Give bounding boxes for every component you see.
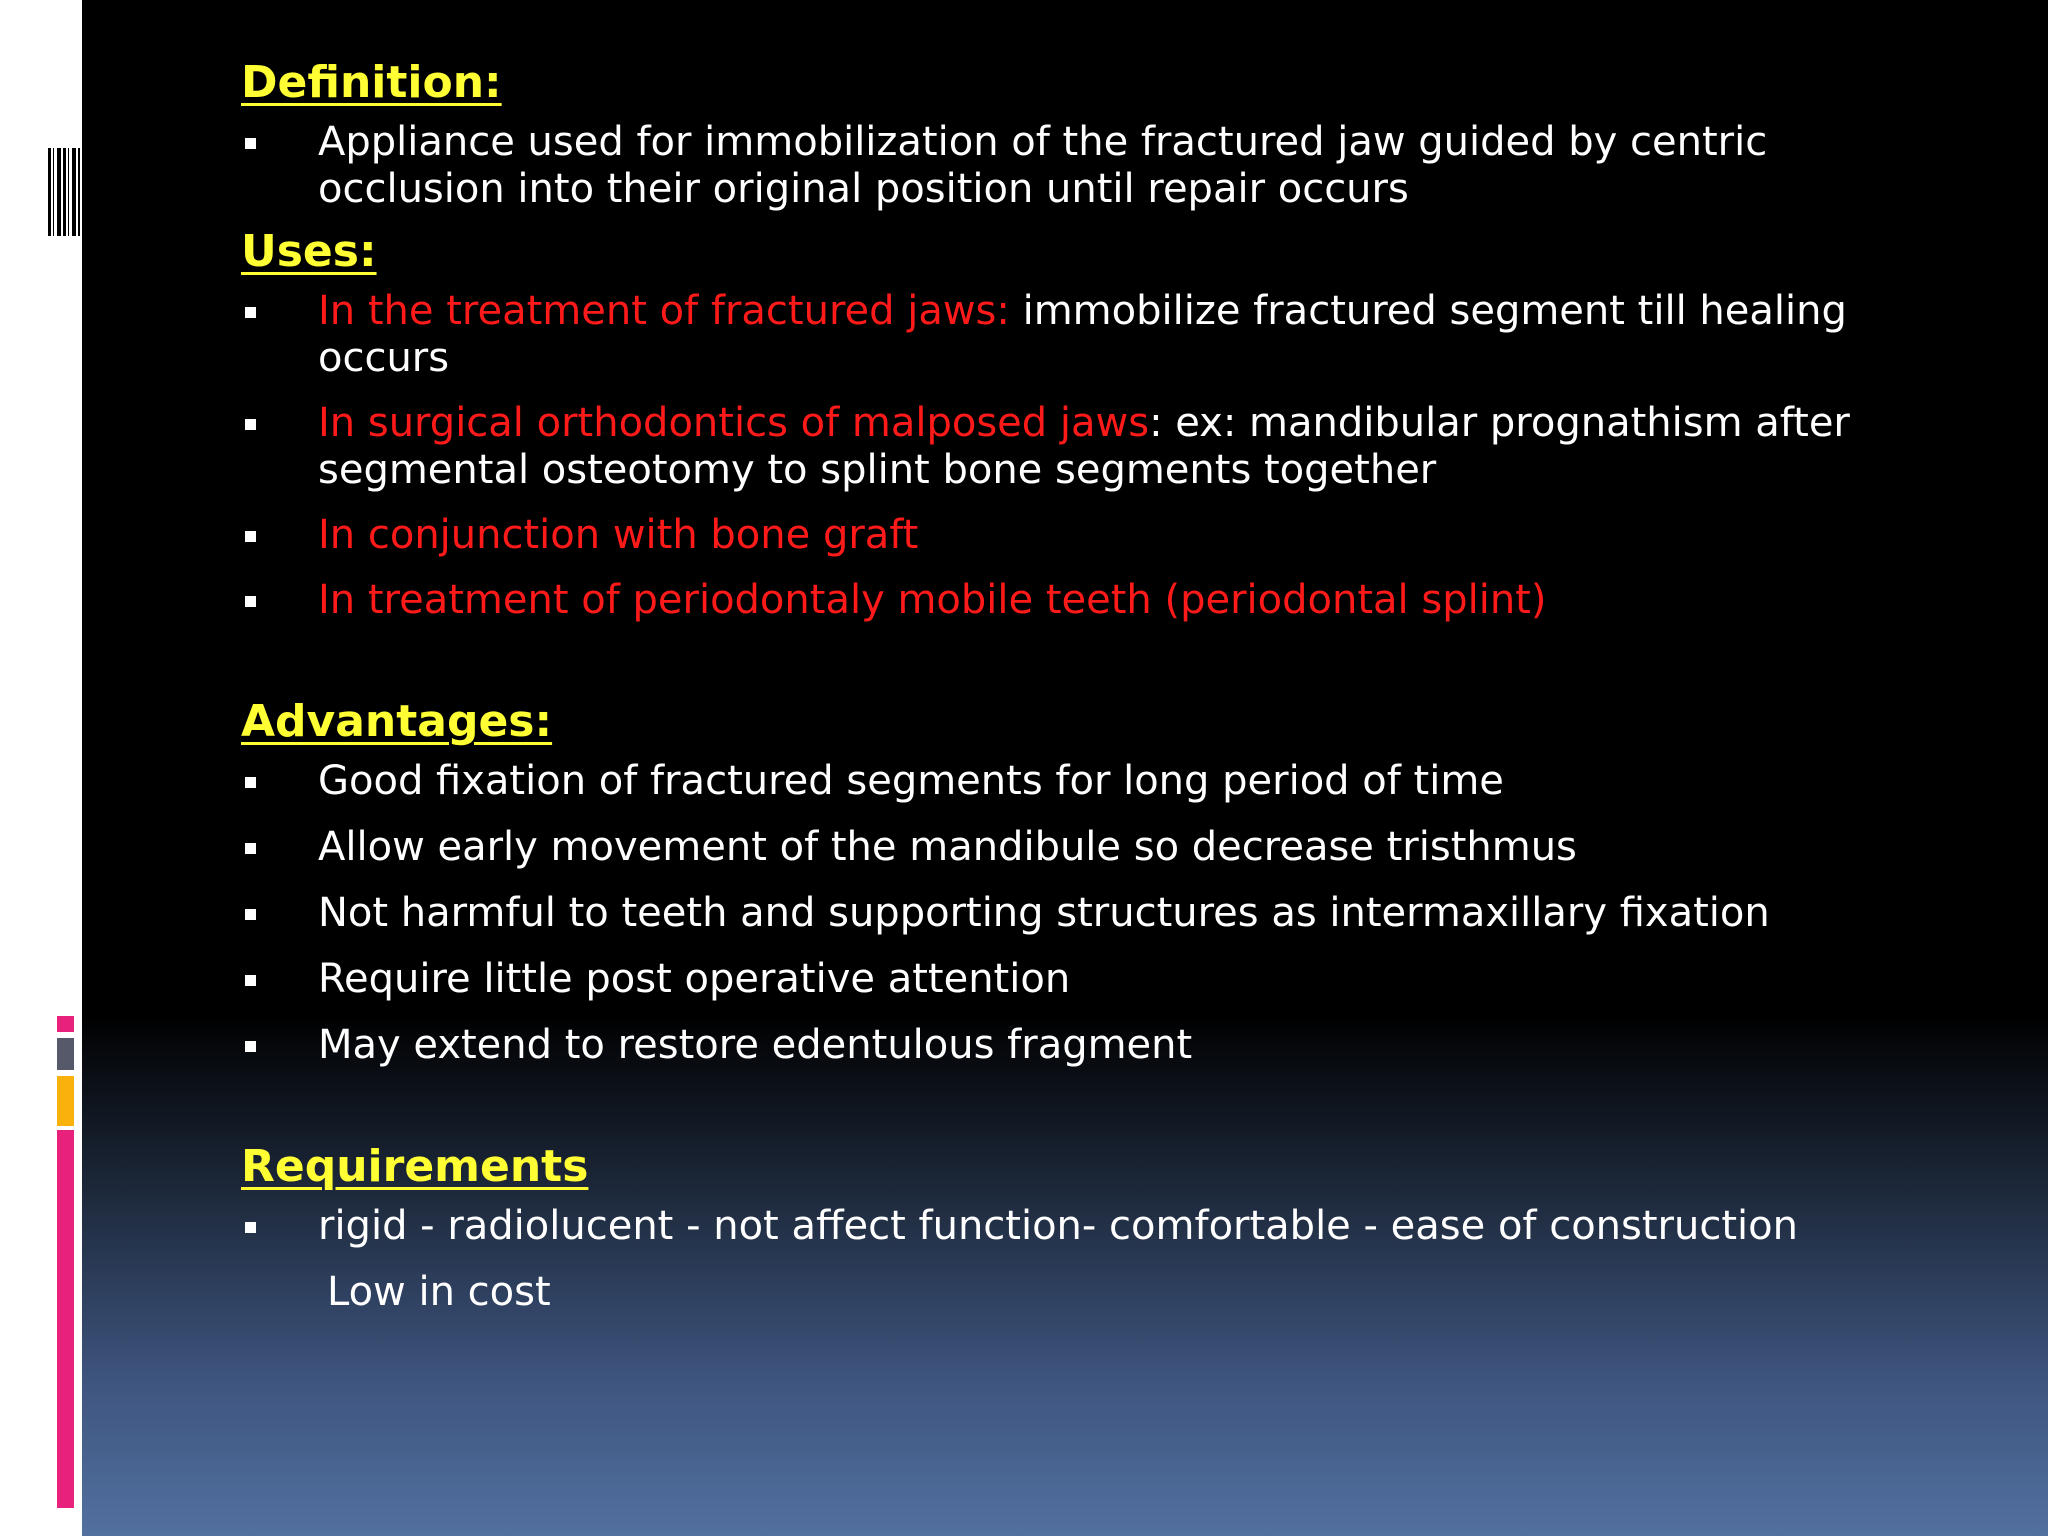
uses-item-highlight: In the treatment of fractured jaws: (318, 288, 1010, 334)
uses-item (241, 288, 1918, 382)
accent-bar-orange (57, 1076, 74, 1126)
requirements-text: rigid - radiolucent - not affect function- comfortable - ease of construction (241, 1203, 1881, 1250)
uses-item-highlight: In conjunction with bone graft (318, 512, 919, 558)
advantages-item: Not harmful to teeth and supporting structures as intermaxillary fixation (241, 890, 1881, 937)
uses-item-text: immobilize fractured segment till healing occurs (318, 288, 1847, 381)
accent-bar-pink-small (57, 1016, 74, 1032)
requirements-continuation: Low in cost (327, 1269, 551, 1315)
requirements-heading: Requirements (241, 1141, 589, 1192)
advantages-item: Allow early movement of the mandibule so decrease tristhmus (241, 824, 1881, 871)
uses-item (241, 400, 1958, 494)
accent-bar-gray (57, 1038, 74, 1070)
uses-item (241, 512, 1881, 559)
definition-text: Appliance used for immobilization of the fractured jaw guided by centric occlusion into their original position until repair occurs (241, 119, 1818, 213)
advantages-item: May extend to restore edentulous fragment (241, 1022, 1881, 1069)
uses-heading: Uses: (241, 226, 377, 277)
barcode-decoration (48, 148, 80, 236)
advantages-item: Require little post operative attention (241, 956, 1881, 1003)
slide-content (241, 55, 1881, 1316)
uses-item (241, 577, 1881, 624)
uses-item-text: : ex: mandibular prognathism after segmental osteotomy to splint bone segments together (318, 400, 1850, 493)
definition-heading: Definition: (241, 57, 502, 108)
advantages-item: Good fixation of fractured segments for long period of time (241, 758, 1881, 805)
accent-bar-pink-large (57, 1130, 74, 1508)
uses-item-highlight: In surgical orthodontics of malposed jaws (318, 400, 1150, 446)
advantages-heading: Advantages: (241, 696, 553, 747)
uses-item-highlight: In treatment of periodontaly mobile teeth (periodontal splint) (318, 577, 1547, 623)
